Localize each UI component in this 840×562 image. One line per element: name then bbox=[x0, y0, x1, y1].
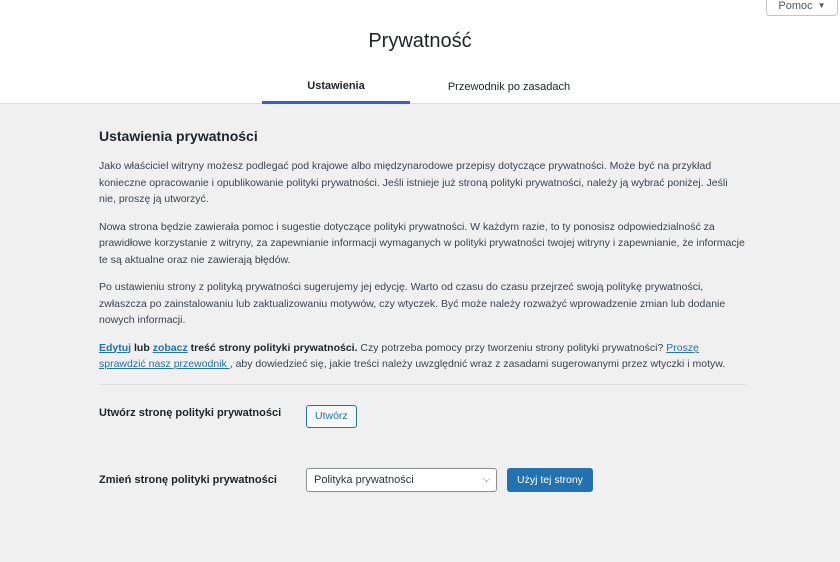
guide-explanation-text: , aby dowiedzieć się, jakie treści należy uwzględnić wraz z zasadami sugerowanymi przez wtyczki i motyw. bbox=[229, 358, 726, 370]
page-header bbox=[0, 0, 840, 104]
policy-page-select[interactable] bbox=[306, 468, 497, 492]
chevron-down-icon: ⌵ bbox=[483, 474, 490, 484]
help-question-text: Czy potrzeba pomocy przy tworzeniu strony polityki prywatności? bbox=[357, 341, 667, 354]
tab-policy-guide[interactable]: Przewodnik po zasadach bbox=[447, 81, 571, 93]
policy-content-text: treść strony polityki prywatności. bbox=[187, 341, 358, 354]
change-policy-row bbox=[99, 468, 747, 492]
create-policy-label: Utwórz stronę polityki prywatności bbox=[99, 406, 282, 419]
or-text: lub bbox=[131, 341, 153, 354]
use-this-page-button[interactable]: Użyj tej strony bbox=[507, 468, 593, 492]
intro-paragraph: Jako właściciel witryny możesz podlegać pod krajowe albo międzynarodowe przepisy dotyczące prywatności. Może być na przykład konieczne opracowanie i opublikowanie polityki prywatności. Jeśli istnieje już stroną polityki prywatności, należy ją wybrać poniżej. Jeśli nie, proszę ją utworzyć. bbox=[99, 160, 728, 205]
create-button[interactable]: Utwórz bbox=[306, 405, 357, 428]
policy-page-select-value: Polityka prywatności bbox=[314, 473, 414, 486]
tab-settings[interactable]: Ustawienia bbox=[262, 70, 410, 104]
tab-bar bbox=[0, 70, 840, 104]
page-title: Prywatność bbox=[368, 30, 472, 52]
new-page-paragraph: Nowa strona będzie zawierała pomoc i sugestie dotyczące polityki prywatności. W każdym razie, to ty ponosisz odpowiedzialność za prawidłowe korzystanie z witryny, za zapewnianie informacji wymaganych w polityki prywatności twojej witryny i zapewnianie, że informacje te są aktualne oraz nie zawierają błędów. bbox=[99, 220, 745, 266]
guide-link[interactable]: Proszę sprawdzić nasz przewodnik bbox=[99, 341, 699, 370]
policy-links-paragraph bbox=[99, 340, 747, 373]
view-policy-link[interactable]: zobacz bbox=[152, 341, 188, 354]
help-tab-button[interactable] bbox=[766, 0, 838, 16]
review-paragraph: Po ustawieniu strony z polityką prywatności sugerujemy jej edycję. Warto od czasu do czasu przejrzeć swoją politykę prywatności, zwłaszcza po zainstalowaniu lub zaktualizowaniu motywów, czy wtyczek. Być może należy rozważyć wprowadzenie zmian lub dodanie nowych informacji. bbox=[99, 281, 726, 326]
help-tab-label: Pomoc bbox=[778, 0, 813, 12]
caret-down-icon: ▼ bbox=[817, 1, 826, 10]
create-policy-row bbox=[99, 405, 747, 428]
change-policy-label: Zmień stronę polityki prywatności bbox=[99, 473, 277, 486]
edit-policy-link[interactable]: Edytuj bbox=[99, 341, 132, 354]
divider bbox=[99, 384, 747, 385]
privacy-settings-panel bbox=[99, 128, 747, 492]
section-title: Ustawienia prywatności bbox=[99, 128, 258, 144]
